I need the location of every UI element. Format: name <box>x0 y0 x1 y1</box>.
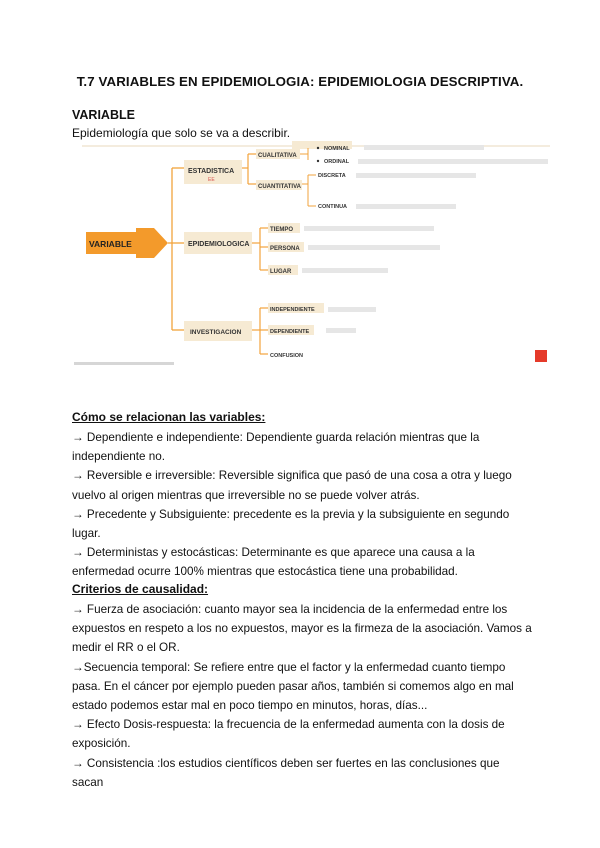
root-arrow <box>136 228 168 258</box>
independiente-label: INDEPENDIENTE <box>270 307 315 313</box>
relaciones-item: → Precedente y Subsiguiente: precedente es la previa y la subsiguiente en segundo lugar. <box>72 507 510 541</box>
cuantitativa-label: CUANTITATIVA <box>258 184 301 190</box>
discreta-label: DISCRETA <box>318 173 346 179</box>
red-square-marker <box>535 350 547 362</box>
confusion-label: CONFUSION <box>270 353 303 359</box>
continua-label: CONTINUA <box>318 204 348 210</box>
causalidad-item: → Fuerza de asociación: cuanto mayor sea la incidencia de la enfermedad entre los expuestos en respeto a los no expuestos, mayor es la firmeza de la asociación. Vamos a medir el RR o el OR. <box>72 603 532 655</box>
root-label: VARIABLE <box>89 239 132 249</box>
page-title: T.7 VARIABLES EN EPIDEMIOLOGIA: EPIDEMIOLOGIA DESCRIPTIVA. <box>76 74 524 89</box>
branch-epidemiologica-label: EPIDEMIOLOGICA <box>188 241 250 248</box>
ordinal-label: ORDINAL <box>324 159 350 165</box>
relaciones-list <box>72 428 532 582</box>
nominal-label: NOMINAL <box>324 146 350 152</box>
variable-heading: VARIABLE <box>72 108 135 122</box>
relaciones-item: → Dependiente e independiente: Dependiente guarda relación mientras que la independiente no. <box>72 431 480 464</box>
persona-label: PERSONA <box>270 246 300 252</box>
relaciones-item: → Deterministas y estocásticas: Determinante es que aparece una causa a la enfermedad ocurre 100% mientras que estocástica tiene una probabilidad. <box>72 546 475 579</box>
causalidad-heading: Criterios de causalidad: <box>72 582 209 596</box>
svg-text:EE: EE <box>208 177 215 183</box>
causalidad-item: → Consistencia :los estudios científicos deben ser fuertes en las conclusiones que sacan <box>72 756 500 789</box>
branch-investigacion-label: INVESTIGACION <box>190 329 242 336</box>
causalidad-item: → Efecto Dosis-respuesta: la frecuencia de la enfermedad aumenta con la dosis de exposición. <box>72 718 505 751</box>
causalidad-item: →Secuencia temporal: Se refiere entre que el factor y la enfermedad cuanto tiempo pasa. En el cáncer por ejemplo pueden pasar años, también si comemos algo en mal estado podemos estar mal en poco tiempo en minutos, horas, días... <box>72 660 514 713</box>
tiempo-label: TIEMPO <box>270 227 294 233</box>
branch-estadistica-label: ESTADISTICA <box>188 168 235 175</box>
cualitativa-label: CUALITATIVA <box>258 153 297 159</box>
dependiente-label: DEPENDIENTE <box>270 329 310 335</box>
causalidad-list <box>72 600 532 792</box>
variable-intro: Epidemiología que solo se va a describir. <box>72 126 291 140</box>
relaciones-item: → Reversible e irreversible: Reversible significa que pasó de una cosa a otra y luego vuelvo al origen mientras que irreversible no se puede volver atrás. <box>72 469 512 502</box>
relaciones-heading: Cómo se relacionan las variables: <box>72 410 266 424</box>
lugar-label: LUGAR <box>270 269 292 275</box>
variables-diagram <box>72 140 550 368</box>
